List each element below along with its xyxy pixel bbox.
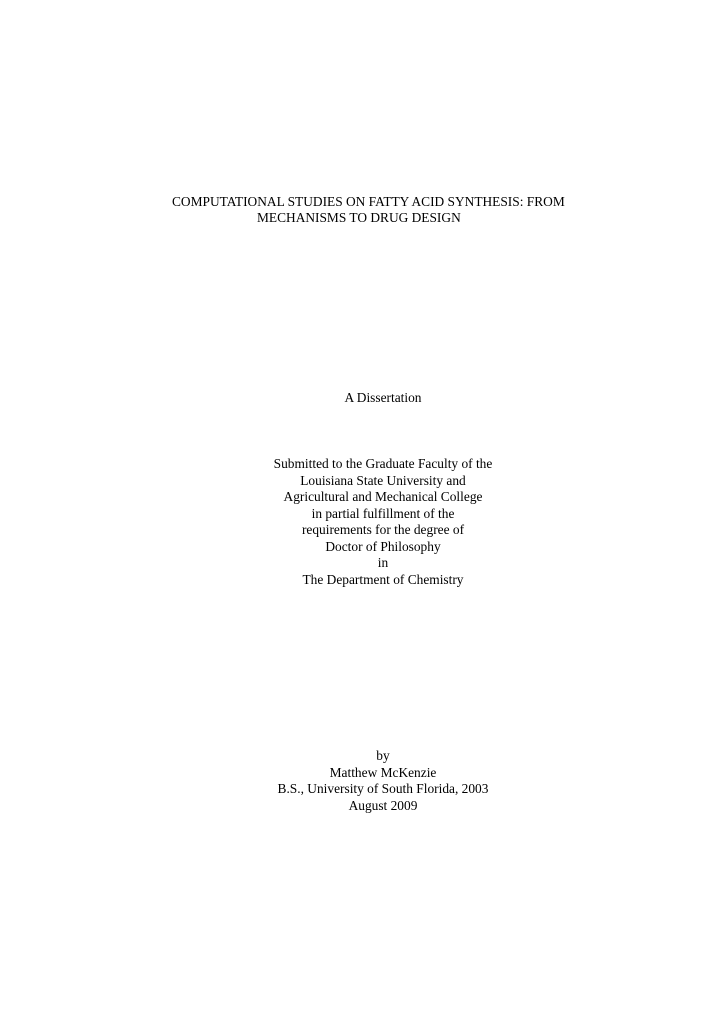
submission-line: in [377,555,389,570]
submission-line: Agricultural and Mechanical College [283,489,483,504]
author-block [0,748,724,814]
submission-line: in partial fulfillment of the [311,505,455,521]
prior-degree: B.S., University of South Florida, 2003 [277,781,489,796]
submission-line: Doctor of Philosophy [325,538,441,554]
submission-line: requirements for the degree of [301,522,465,537]
title-line-2: MECHANISMS TO DRUG DESIGN [257,210,461,225]
submission-date: August 2009 [348,797,418,813]
submission-statement [0,456,724,588]
author-name: Matthew McKenzie [329,764,437,780]
by-label: by [376,748,390,763]
submission-line: The Department of Chemistry [302,571,464,587]
submission-line: Submitted to the Graduate Faculty of the [273,456,493,471]
document-type: A Dissertation [344,390,422,405]
title-line-1: COMPUTATIONAL STUDIES ON FATTY ACID SYNTHESIS: FROM [172,194,565,209]
submission-line: Louisiana State University and [300,472,466,488]
